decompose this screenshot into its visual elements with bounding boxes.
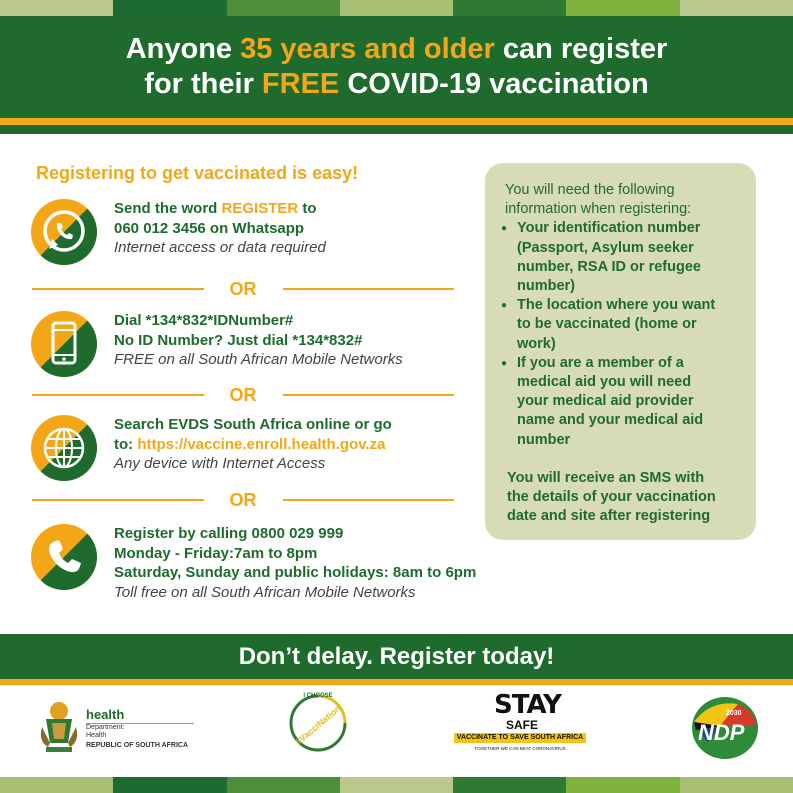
header-green-band bbox=[0, 125, 793, 134]
whatsapp-icon bbox=[31, 199, 97, 265]
or-divider-1: OR bbox=[32, 278, 454, 300]
coat-of-arms-icon bbox=[36, 697, 82, 757]
stay-safe-logo: STAY SAFE VACCINATE TO SAVE SOUTH AFRICA TOGETHER WE CAN BEAT CORONAVIRUS bbox=[454, 690, 586, 760]
option-call: Register by calling 0800 029 999 Monday - Friday:7am to 8pm Saturday, Sunday and public holidays: 8am to 6pm Toll free on all South African Mobile Networks bbox=[31, 524, 476, 602]
vaccine-enroll-link[interactable]: https://vaccine.enroll.health.gov.za bbox=[137, 435, 386, 453]
requirements-list bbox=[505, 219, 738, 449]
option-online: Search EVDS South Africa online or go to: https://vaccine.enroll.health.gov.za Any device with Internet Access bbox=[31, 415, 392, 481]
bottom-color-stripe bbox=[0, 777, 793, 793]
i-choose-vaccination-logo: I CHOOSE #VacciNation bbox=[285, 690, 351, 756]
call-to-action-banner: Don’t delay. Register today! bbox=[0, 634, 793, 679]
mobile-phone-icon bbox=[31, 311, 97, 377]
requirement-item-medical-aid: ● If you are a member of a medical aid you will need your medical aid provider name and your medical aid number bbox=[505, 354, 738, 450]
headline-banner bbox=[0, 16, 793, 118]
option-ussd: Dial *134*832*IDNumber# No ID Number? Just dial *134*832# FREE on all South African Mobile Networks bbox=[31, 311, 403, 377]
or-divider-2: OR bbox=[32, 384, 454, 406]
or-divider-3: OR bbox=[32, 489, 454, 511]
requirements-info-box: You will need the following information when registering: ● Your identification number (Passport, Asylum seeker number, RSA ID or refugee number) ● The location where you want to be vaccinated (home or work) ● If you are a member of a medical aid you will need your medical aid provider name and your medical aid number You will receive an SMS with the details of your vaccination date and site after registering bbox=[485, 163, 756, 540]
intro-heading: Registering to get vaccinated is easy! bbox=[36, 163, 359, 183]
health-department-logo: health Department: Health REPUBLIC OF SOUTH AFRICA bbox=[36, 697, 196, 757]
requirement-item-location: ● The location where you want to be vaccinated (home or work) bbox=[505, 296, 738, 354]
option-whatsapp: Send the word REGISTER to 060 012 3456 on Whatsapp Internet access or data required bbox=[31, 199, 326, 265]
headline-line-1: Anyone 35 years and older can register bbox=[125, 33, 668, 65]
globe-icon bbox=[31, 415, 97, 481]
phone-handset-icon bbox=[31, 524, 97, 590]
requirement-item-id: ● Your identification number (Passport, Asylum seeker number, RSA ID or refugee number) bbox=[505, 219, 738, 296]
top-color-stripe bbox=[0, 0, 793, 16]
ndp-2030-logo: 2030 NDP bbox=[690, 696, 760, 760]
cta-orange-band bbox=[0, 679, 793, 685]
sms-notice: You will receive an SMS with the details of your vaccination date and site after registering bbox=[507, 469, 716, 525]
header-orange-band bbox=[0, 118, 793, 125]
headline-line-2: for their FREE COVID-19 vaccination bbox=[144, 68, 649, 100]
info-intro: You will need the following bbox=[505, 182, 675, 198]
